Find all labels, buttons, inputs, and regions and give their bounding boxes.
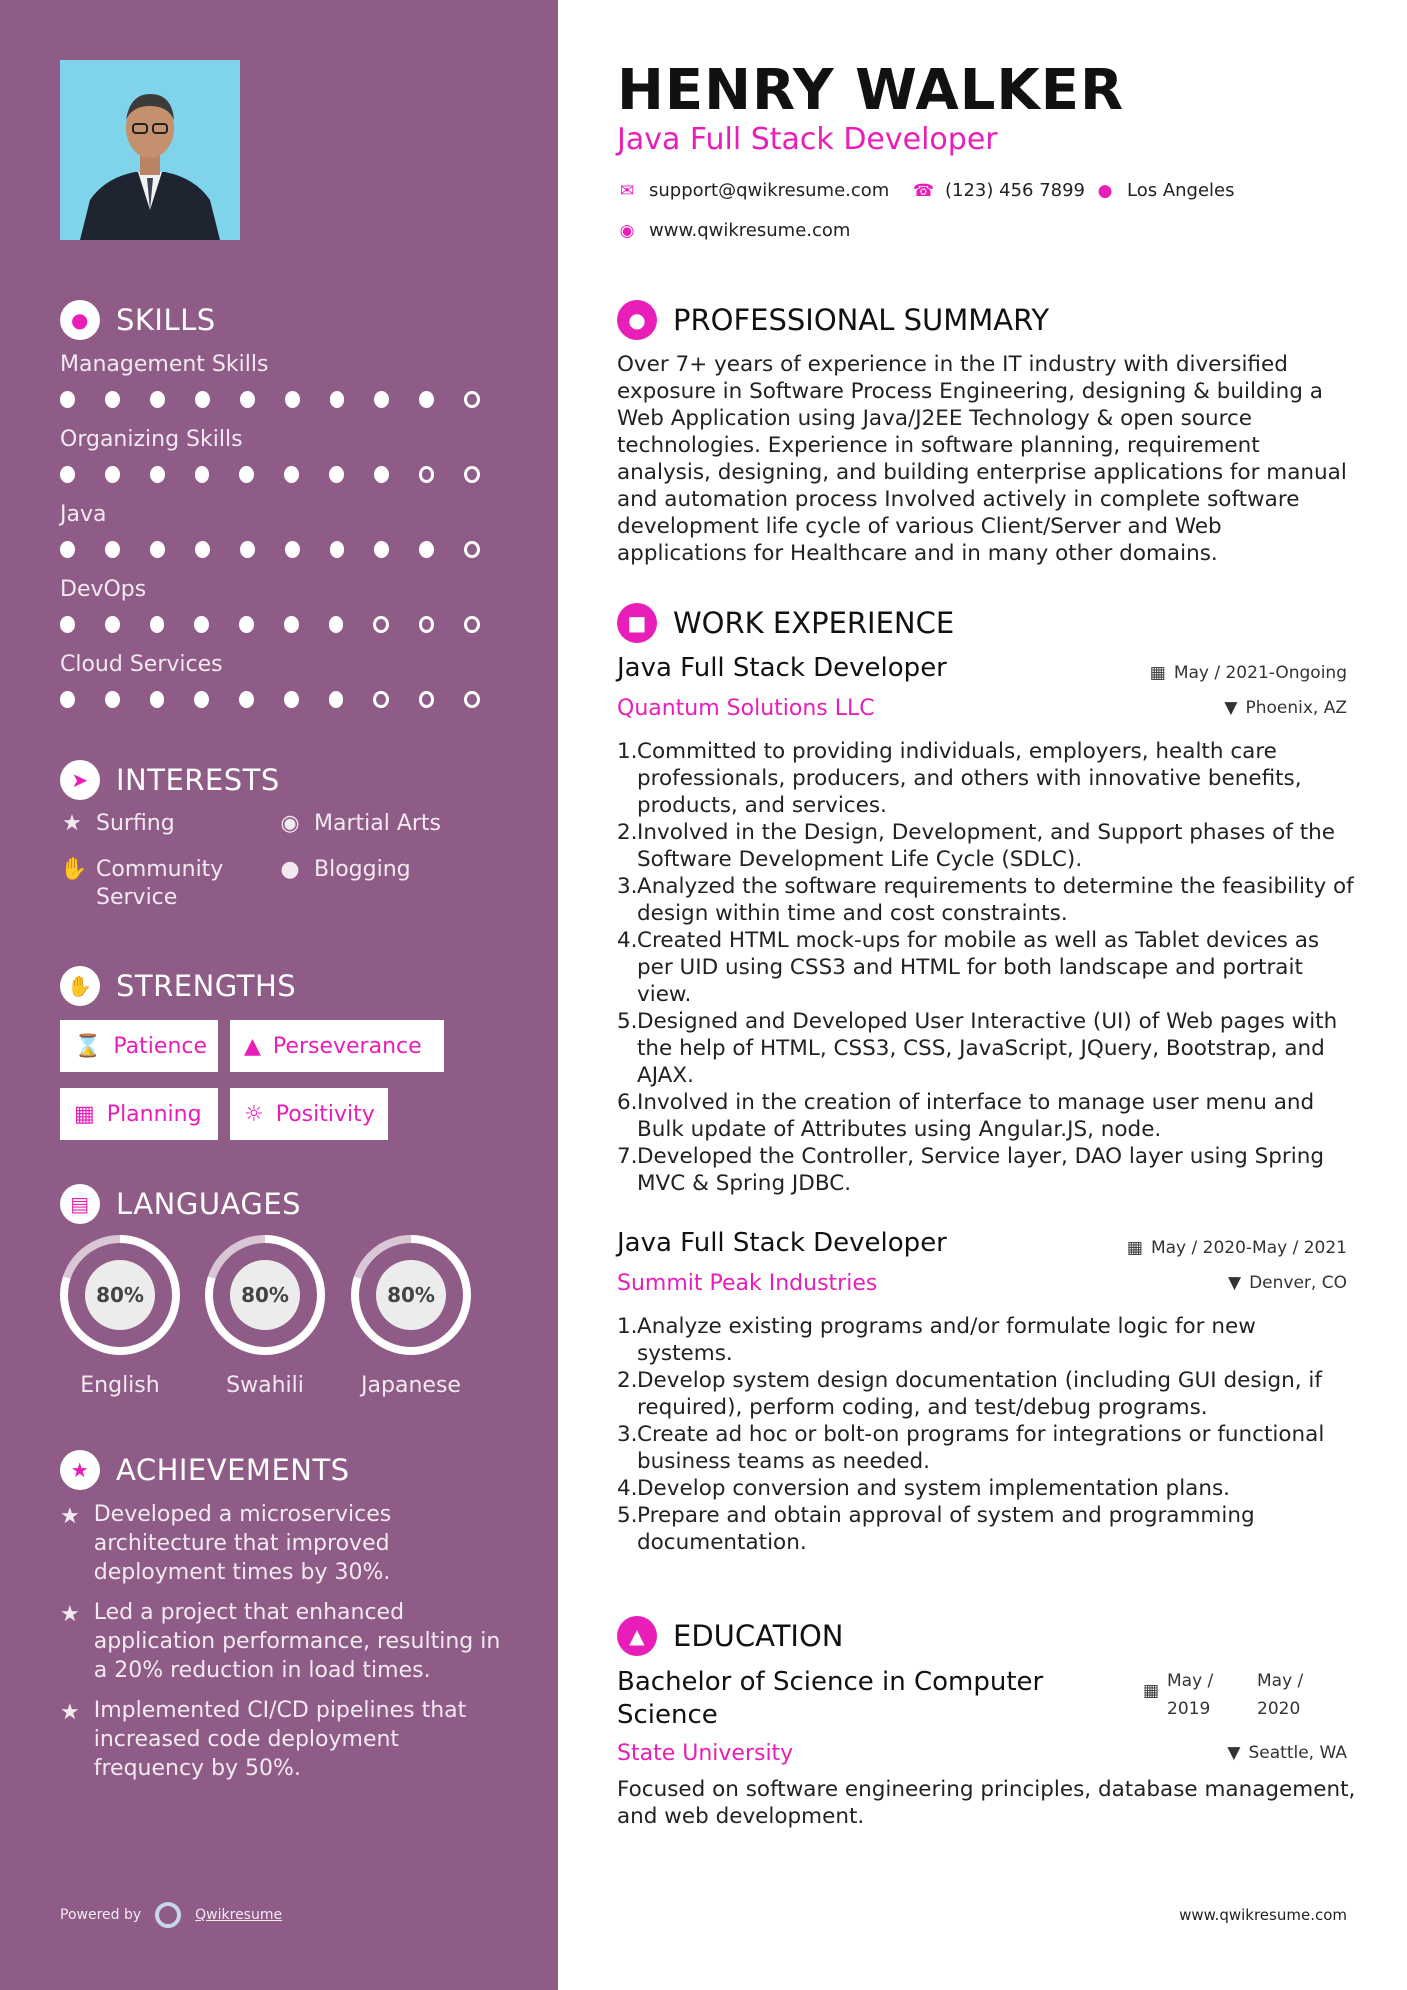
list-item: 2. Develop system design documentation (including GUI design, if required), perform coding, and test/debug programs.	[617, 1368, 1322, 1420]
skill-dot-filled	[374, 466, 389, 483]
job-dates: ▦ May / 2021-Ongoing	[1149, 663, 1347, 683]
interest-item: ● Blogging	[278, 856, 411, 884]
job-dates: ▦ May / 2020-May / 2021	[1126, 1238, 1347, 1258]
skill-cloud	[60, 652, 510, 708]
hourglass-icon: ⌛	[74, 1033, 102, 1059]
sun-icon: ☼	[244, 1101, 264, 1127]
achievement-item: ★ Developed a microservices architecture that improved deployment times by 30%.	[60, 1502, 392, 1585]
trophy-icon: ★	[60, 1450, 100, 1490]
calendar-icon: ▦	[1142, 1681, 1159, 1701]
skill-java	[60, 502, 510, 558]
education-heading: ▲ EDUCATION	[617, 1616, 844, 1656]
skill-dot-filled	[60, 391, 75, 408]
phone-icon: ☎	[913, 180, 935, 201]
skill-dot-filled	[284, 691, 299, 708]
shooting-star-icon: ★	[60, 1602, 80, 1627]
skill-name: Java	[60, 502, 107, 527]
list-item: 5. Designed and Developed User Interactive (UI) of Web pages with the help of HTML, CSS3, CSS, JavaScript, JQuery, Bootstrap, and AJAX.	[617, 1009, 1338, 1088]
shooting-star-icon: ★	[60, 1504, 80, 1529]
list-item: 5. Prepare and obtain approval of system and programming documentation.	[617, 1503, 1255, 1555]
skill-dot-empty	[373, 691, 389, 708]
skill-dot-filled	[419, 391, 434, 408]
skill-dot-empty	[464, 616, 480, 633]
candidate-name: HENRY WALKER	[617, 58, 1125, 123]
fist-icon: ✋	[60, 966, 100, 1006]
skill-dot-empty	[464, 466, 480, 483]
list-item: 4. Develop conversion and system implementation plans.	[617, 1476, 1231, 1501]
strength-tag: ⌛ Patience	[60, 1020, 218, 1072]
skill-dot-filled	[419, 541, 434, 558]
skill-dot-filled	[329, 616, 344, 633]
skill-dot-filled	[285, 391, 300, 408]
list-item: 1. Analyze existing programs and/or formulate logic for new systems.	[617, 1314, 1256, 1366]
language-japanese	[351, 1235, 471, 1398]
strength-tag: ☼ Positivity	[230, 1088, 388, 1140]
skill-management	[60, 352, 510, 408]
qwikresume-logo-icon	[155, 1902, 181, 1928]
pin-icon: ▼	[1224, 698, 1238, 718]
skill-dot-filled	[105, 466, 120, 483]
language-percent: 80%	[376, 1260, 446, 1330]
skill-dot-filled	[60, 466, 75, 483]
envelope-icon: ✉	[619, 180, 635, 201]
powered-by: Powered by Qwikresume	[60, 1902, 282, 1928]
candidate-role: Java Full Stack Developer	[617, 122, 998, 157]
list-item: 2. Involved in the Design, Development, and Support phases of the Software Development Life Cycle (SDLC).	[617, 820, 1335, 872]
skill-dot-filled	[194, 616, 209, 633]
skill-dot-filled	[60, 541, 75, 558]
job-company: Quantum Solutions LLC	[617, 696, 875, 721]
job-company: Summit Peak Industries	[617, 1271, 878, 1296]
job-title: Java Full Stack Developer	[617, 653, 947, 683]
chair-icon: ■	[617, 603, 657, 643]
skill-dot-empty	[464, 391, 480, 408]
skill-dot-filled	[240, 541, 255, 558]
footer-url[interactable]: www.qwikresume.com	[1179, 1906, 1347, 1924]
skill-level	[60, 541, 510, 558]
calendar-icon: ▦	[74, 1101, 95, 1127]
education-degree: Bachelor of Science in Computer Science	[617, 1667, 1044, 1730]
globe-icon: ◉	[280, 811, 300, 836]
language-ring	[60, 1235, 180, 1355]
skill-dot-filled	[239, 616, 254, 633]
skill-dot-empty	[419, 466, 435, 483]
pin-icon: ▼	[1228, 1273, 1242, 1293]
map-pin-icon: ●	[1097, 180, 1113, 201]
skill-dot-filled	[195, 391, 210, 408]
achievement-item: ★ Implemented CI/CD pipelines that increased code deployment frequency by 50%.	[60, 1698, 467, 1781]
languages-heading: ▤ LANGUAGES	[60, 1184, 301, 1224]
skill-name: Cloud Services	[60, 652, 223, 677]
skill-dot-filled	[329, 466, 344, 483]
skill-dot-filled	[105, 391, 120, 408]
experience-heading: ■ WORK EXPERIENCE	[617, 603, 954, 643]
strength-tag: ▦ Planning	[60, 1088, 218, 1140]
skill-name: DevOps	[60, 577, 147, 602]
skill-dot-filled	[105, 616, 120, 633]
skill-level	[60, 391, 510, 408]
skill-dot-filled	[194, 691, 209, 708]
skill-dot-filled	[150, 616, 165, 633]
contact-location: ● Los Angeles	[1095, 180, 1235, 201]
skill-dot-filled	[105, 541, 120, 558]
skill-dot-filled	[330, 391, 345, 408]
skill-dot-empty	[419, 616, 435, 633]
skill-dot-filled	[374, 391, 389, 408]
skill-dot-empty	[464, 541, 480, 558]
contact-website: ◉ www.qwikresume.com	[617, 220, 850, 241]
contact-email: ✉ support@qwikresume.com	[617, 180, 889, 201]
summary-text: Over 7+ years of experience in the IT industry with diversified exposure in Software Process Engineering, designing & building a Web Application using Java/J2EE Technology & open source technologies. Experience in software planning, requirement analysis, designing, and building enterprise applications for manual and automation process Involved actively in complete software development life cycle of various Client/Server and Web applications for Healthcare and in many other domains.	[617, 352, 1347, 566]
graduation-cap-icon: ▲	[617, 1616, 657, 1656]
skill-dot-filled	[60, 616, 75, 633]
skill-dot-filled	[195, 541, 210, 558]
language-ring	[205, 1235, 325, 1355]
interest-item: ★ Surfing	[60, 810, 175, 838]
skill-devops	[60, 577, 510, 633]
job-title: Java Full Stack Developer	[617, 1228, 947, 1258]
language-name: Japanese	[361, 1373, 461, 1398]
summary-heading: ● PROFESSIONAL SUMMARY	[617, 300, 1049, 340]
sidebar	[0, 0, 558, 1990]
star-icon: ★	[62, 811, 82, 836]
skill-dot-filled	[285, 541, 300, 558]
users-icon: ●	[280, 857, 300, 882]
list-item: 7. Developed the Controller, Service layer, DAO layer using Spring MVC & Spring JDBC.	[617, 1144, 1324, 1196]
language-ring	[351, 1235, 471, 1355]
language-english	[60, 1235, 180, 1398]
globe-icon: ◉	[619, 220, 635, 241]
strength-tag: ▲ Perseverance	[230, 1020, 444, 1072]
user-icon: ●	[617, 300, 657, 340]
language-swahili	[205, 1235, 325, 1398]
skills-heading: ● SKILLS	[60, 300, 216, 340]
skill-dot-filled	[330, 541, 345, 558]
calendar-icon: ▦	[1149, 663, 1166, 683]
achievement-item: ★ Led a project that enhanced application performance, resulting in a 20% reduction in load times.	[60, 1600, 501, 1683]
language-percent: 80%	[230, 1260, 300, 1330]
shooting-star-icon: ★	[60, 1700, 80, 1725]
skill-dot-filled	[284, 466, 299, 483]
interests-heading: ➤ INTERESTS	[60, 760, 280, 800]
education-end: May / 2020	[1257, 1671, 1304, 1719]
skill-level	[60, 616, 510, 633]
job-responsibilities	[617, 1313, 1357, 1556]
skill-dot-filled	[60, 691, 75, 708]
list-item: 3. Analyzed the software requirements to determine the feasibility of design within time and cost constraints.	[617, 874, 1354, 926]
skill-dot-filled	[105, 691, 120, 708]
job-responsibilities	[617, 738, 1357, 1197]
skill-name: Management Skills	[60, 352, 269, 377]
skill-dot-filled	[150, 466, 165, 483]
skill-dot-filled	[239, 466, 254, 483]
education-start: ▦ May / 2019	[1143, 1667, 1227, 1723]
skill-dot-filled	[150, 541, 165, 558]
skill-dot-filled	[150, 691, 165, 708]
education-description: Focused on software engineering principles, database management, and web development.	[617, 1777, 1356, 1829]
calendar-icon: ▦	[1126, 1238, 1143, 1258]
lightbulb-icon: ●	[60, 300, 100, 340]
skill-name: Organizing Skills	[60, 427, 243, 452]
hand-icon: ✋	[60, 857, 88, 882]
mountain-icon: ▲	[244, 1033, 261, 1059]
skill-organizing	[60, 427, 510, 483]
list-item: 1. Committed to providing individuals, employers, health care professionals, producers, and others with innovative benefits, products, and services.	[617, 739, 1302, 818]
list-item: 3. Create ad hoc or bolt-on programs for integrations or functional business teams as needed.	[617, 1422, 1325, 1474]
interest-item: ✋ Community Service	[60, 857, 224, 910]
job-location: ▼ Phoenix, AZ	[1224, 698, 1347, 718]
skill-dot-filled	[329, 691, 344, 708]
language-percent: 80%	[85, 1260, 155, 1330]
skill-dot-filled	[374, 541, 389, 558]
translate-icon: ▤	[60, 1184, 100, 1224]
skill-level	[60, 466, 510, 483]
job-location: ▼ Denver, CO	[1228, 1273, 1347, 1293]
skill-dot-empty	[373, 616, 389, 633]
skill-dot-empty	[419, 691, 435, 708]
skill-level	[60, 691, 510, 708]
strengths-heading: ✋ STRENGTHS	[60, 966, 296, 1006]
paper-plane-icon: ➤	[60, 760, 100, 800]
skill-dot-filled	[284, 616, 299, 633]
language-name: English	[80, 1373, 160, 1398]
list-item: 6. Involved in the creation of interface to manage user menu and Bulk update of Attributes using Angular.JS, node.	[617, 1090, 1315, 1142]
language-name: Swahili	[226, 1373, 304, 1398]
education-location: ▼ Seattle, WA	[1227, 1743, 1347, 1763]
pin-icon: ▼	[1227, 1743, 1241, 1763]
skill-dot-filled	[150, 391, 165, 408]
list-item: 4. Created HTML mock-ups for mobile as well as Tablet devices as per UID using CSS3 and HTML for both landscape and portrait view.	[617, 928, 1320, 1007]
achievements-heading: ★ ACHIEVEMENTS	[60, 1450, 350, 1490]
education-school: State University	[617, 1741, 794, 1766]
contact-phone: ☎ (123) 456 7899	[913, 180, 1086, 201]
interest-item: ◉ Martial Arts	[278, 810, 441, 838]
profile-photo	[60, 60, 240, 240]
skill-dot-filled	[239, 691, 254, 708]
skill-dot-filled	[195, 466, 210, 483]
powered-by-link[interactable]: Qwikresume	[195, 1907, 283, 1923]
skill-dot-filled	[240, 391, 255, 408]
skill-dot-empty	[464, 691, 480, 708]
